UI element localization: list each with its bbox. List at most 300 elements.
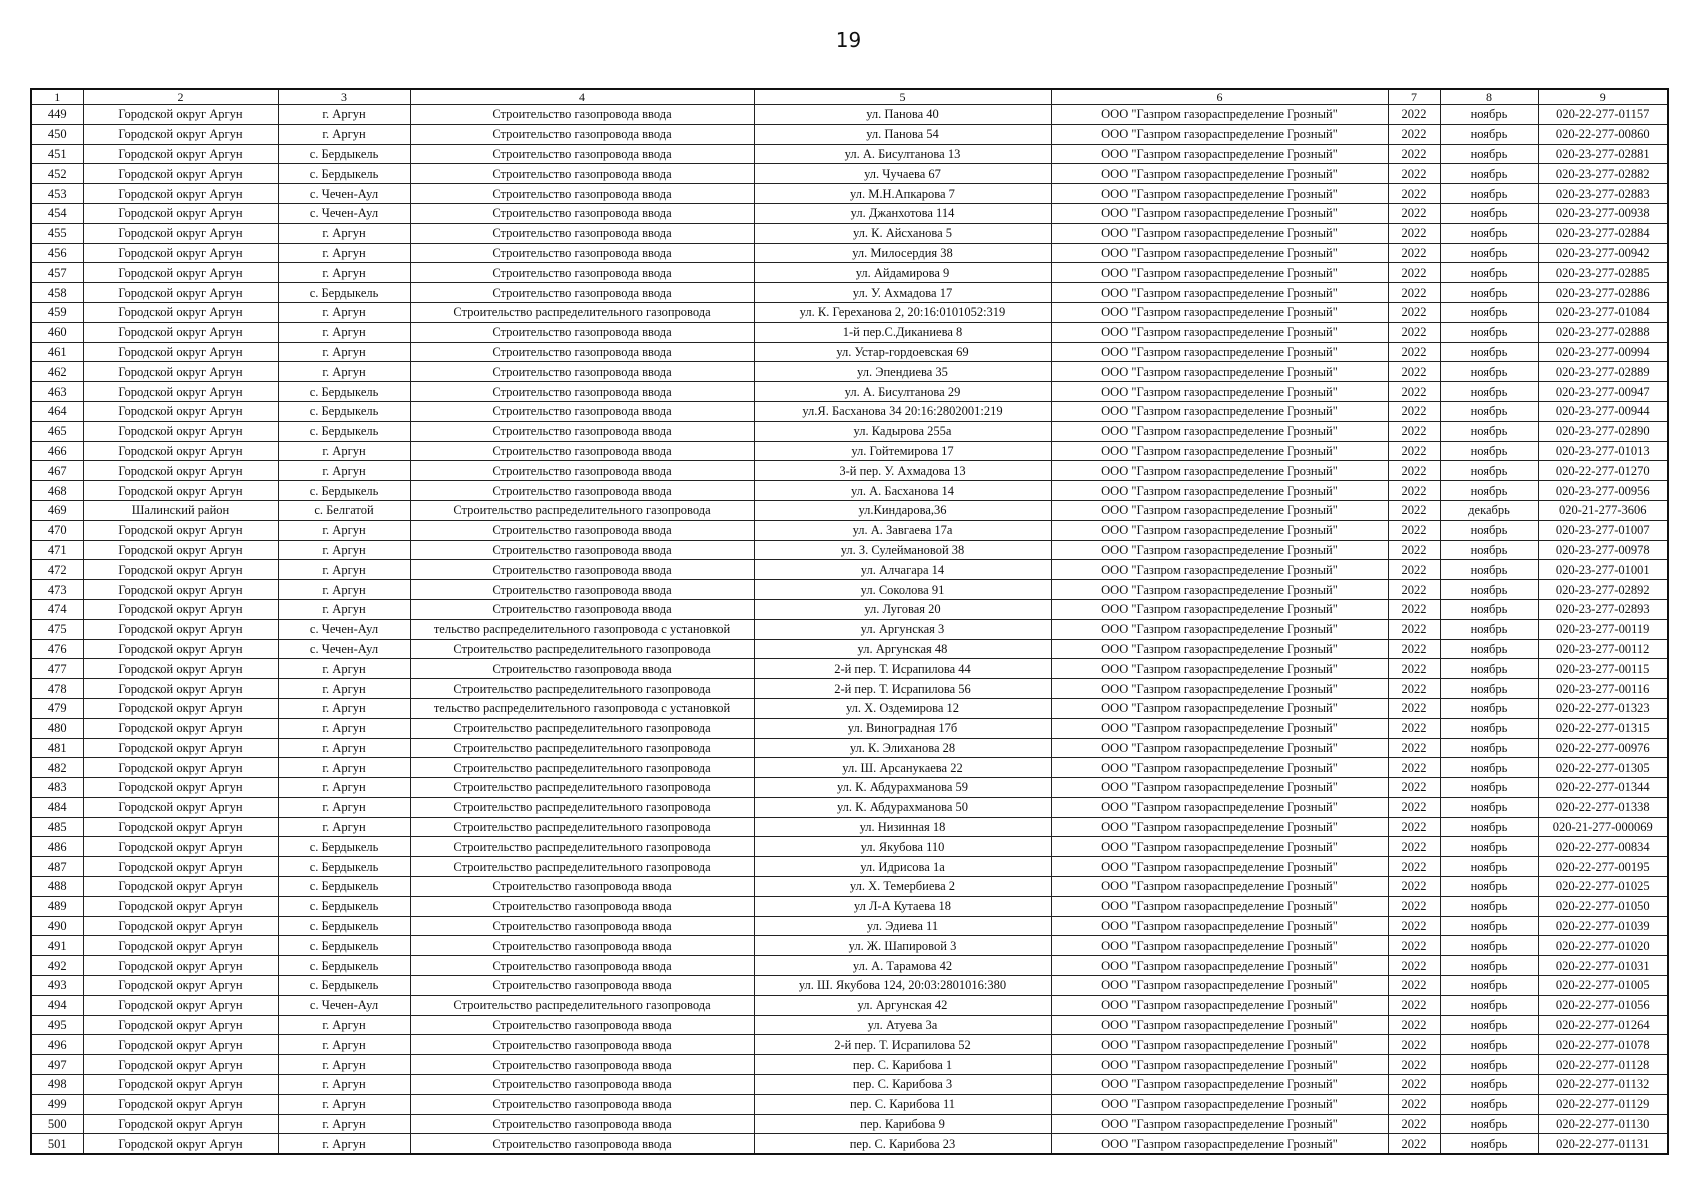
register-table xyxy=(30,88,1669,1155)
column-header: 5 xyxy=(754,89,1051,105)
settlement-cell: г. Аргун xyxy=(278,1114,410,1134)
table-body xyxy=(31,105,1668,1155)
registration-number-cell: 020-22-277-01078 xyxy=(1538,1035,1668,1055)
municipality-cell: Городской округ Аргун xyxy=(83,718,278,738)
organization-cell: ООО "Газпром газораспределение Грозный" xyxy=(1051,560,1388,580)
organization-cell: ООО "Газпром газораспределение Грозный" xyxy=(1051,837,1388,857)
address-cell: ул. К. Абдурахманова 59 xyxy=(754,778,1051,798)
table-row xyxy=(31,223,1668,243)
year-cell: 2022 xyxy=(1388,243,1440,263)
municipality-cell: Городской округ Аргун xyxy=(83,1094,278,1114)
year-cell: 2022 xyxy=(1388,778,1440,798)
work-type-cell: Строительство газопровода ввода xyxy=(410,1055,754,1075)
row-number-cell: 479 xyxy=(31,698,83,718)
settlement-cell: г. Аргун xyxy=(278,243,410,263)
row-number-cell: 455 xyxy=(31,223,83,243)
table-row xyxy=(31,679,1668,699)
work-type-cell: Строительство газопровода ввода xyxy=(410,441,754,461)
settlement-cell: с. Бердыкель xyxy=(278,936,410,956)
organization-cell: ООО "Газпром газораспределение Грозный" xyxy=(1051,243,1388,263)
table-row xyxy=(31,580,1668,600)
organization-cell: ООО "Газпром газораспределение Грозный" xyxy=(1051,619,1388,639)
work-type-cell: Строительство газопровода ввода xyxy=(410,1075,754,1095)
organization-cell: ООО "Газпром газораспределение Грозный" xyxy=(1051,500,1388,520)
organization-cell: ООО "Газпром газораспределение Грозный" xyxy=(1051,421,1388,441)
address-cell: ул. Виноградная 17б xyxy=(754,718,1051,738)
table-row xyxy=(31,421,1668,441)
row-number-cell: 467 xyxy=(31,461,83,481)
municipality-cell: Городской округ Аргун xyxy=(83,223,278,243)
work-type-cell: Строительство распределительного газопровода xyxy=(410,797,754,817)
organization-cell: ООО "Газпром газораспределение Грозный" xyxy=(1051,342,1388,362)
row-number-cell: 464 xyxy=(31,401,83,421)
address-cell: ул. Х. Темербиева 2 xyxy=(754,877,1051,897)
row-number-cell: 457 xyxy=(31,263,83,283)
month-cell: ноябрь xyxy=(1440,718,1538,738)
settlement-cell: г. Аргун xyxy=(278,302,410,322)
month-cell: ноябрь xyxy=(1440,421,1538,441)
row-number-cell: 469 xyxy=(31,500,83,520)
settlement-cell: г. Аргун xyxy=(278,758,410,778)
year-cell: 2022 xyxy=(1388,1035,1440,1055)
column-header: 2 xyxy=(83,89,278,105)
row-number-cell: 490 xyxy=(31,916,83,936)
settlement-cell: с. Бердыкель xyxy=(278,144,410,164)
municipality-cell: Городской округ Аргун xyxy=(83,599,278,619)
table-row xyxy=(31,203,1668,223)
address-cell: ул. Ш. Арсанукаева 22 xyxy=(754,758,1051,778)
year-cell: 2022 xyxy=(1388,441,1440,461)
registration-number-cell: 020-23-277-01084 xyxy=(1538,302,1668,322)
work-type-cell: Строительство газопровода ввода xyxy=(410,481,754,501)
month-cell: ноябрь xyxy=(1440,916,1538,936)
settlement-cell: г. Аргун xyxy=(278,263,410,283)
address-cell: ул. Идрисова 1а xyxy=(754,857,1051,877)
municipality-cell: Городской округ Аргун xyxy=(83,837,278,857)
organization-cell: ООО "Газпром газораспределение Грозный" xyxy=(1051,401,1388,421)
year-cell: 2022 xyxy=(1388,797,1440,817)
registration-number-cell: 020-22-277-01031 xyxy=(1538,956,1668,976)
work-type-cell: Строительство газопровода ввода xyxy=(410,105,754,125)
table-row xyxy=(31,362,1668,382)
address-cell: пер. Карибова 9 xyxy=(754,1114,1051,1134)
table-row xyxy=(31,1134,1668,1154)
table-row xyxy=(31,322,1668,342)
row-number-cell: 452 xyxy=(31,164,83,184)
year-cell: 2022 xyxy=(1388,580,1440,600)
municipality-cell: Городской округ Аргун xyxy=(83,322,278,342)
table-row xyxy=(31,619,1668,639)
table-row xyxy=(31,520,1668,540)
organization-cell: ООО "Газпром газораспределение Грозный" xyxy=(1051,778,1388,798)
row-number-cell: 486 xyxy=(31,837,83,857)
address-cell: ул. Х. Оздемирова 12 xyxy=(754,698,1051,718)
row-number-cell: 496 xyxy=(31,1035,83,1055)
row-number-cell: 489 xyxy=(31,896,83,916)
settlement-cell: г. Аргун xyxy=(278,441,410,461)
row-number-cell: 461 xyxy=(31,342,83,362)
year-cell: 2022 xyxy=(1388,817,1440,837)
registration-number-cell: 020-22-277-01025 xyxy=(1538,877,1668,897)
settlement-cell: с. Бердыкель xyxy=(278,382,410,402)
month-cell: ноябрь xyxy=(1440,679,1538,699)
table-row xyxy=(31,896,1668,916)
organization-cell: ООО "Газпром газораспределение Грозный" xyxy=(1051,976,1388,996)
row-number-cell: 480 xyxy=(31,718,83,738)
address-cell: ул. Аргунская 42 xyxy=(754,995,1051,1015)
month-cell: ноябрь xyxy=(1440,401,1538,421)
month-cell: ноябрь xyxy=(1440,698,1538,718)
month-cell: ноябрь xyxy=(1440,599,1538,619)
work-type-cell: Строительство распределительного газопровода xyxy=(410,995,754,1015)
month-cell: ноябрь xyxy=(1440,342,1538,362)
municipality-cell: Шалинский район xyxy=(83,500,278,520)
registration-number-cell: 020-21-277-000069 xyxy=(1538,817,1668,837)
table-row xyxy=(31,283,1668,303)
address-cell: ул. Аргунская 48 xyxy=(754,639,1051,659)
table-row xyxy=(31,184,1668,204)
registration-number-cell: 020-23-277-02883 xyxy=(1538,184,1668,204)
year-cell: 2022 xyxy=(1388,896,1440,916)
address-cell: ул. К. Абдурахманова 50 xyxy=(754,797,1051,817)
table-row xyxy=(31,1075,1668,1095)
registration-number-cell: 020-21-277-3606 xyxy=(1538,500,1668,520)
work-type-cell: Строительство газопровода ввода xyxy=(410,540,754,560)
month-cell: ноябрь xyxy=(1440,184,1538,204)
month-cell: ноябрь xyxy=(1440,441,1538,461)
registration-number-cell: 020-23-277-00116 xyxy=(1538,679,1668,699)
table-row xyxy=(31,342,1668,362)
municipality-cell: Городской округ Аргун xyxy=(83,481,278,501)
column-header: 7 xyxy=(1388,89,1440,105)
month-cell: ноябрь xyxy=(1440,382,1538,402)
row-number-cell: 475 xyxy=(31,619,83,639)
page-number: 19 xyxy=(835,28,862,52)
work-type-cell: Строительство газопровода ввода xyxy=(410,877,754,897)
month-cell: ноябрь xyxy=(1440,243,1538,263)
organization-cell: ООО "Газпром газораспределение Грозный" xyxy=(1051,738,1388,758)
year-cell: 2022 xyxy=(1388,639,1440,659)
municipality-cell: Городской округ Аргун xyxy=(83,956,278,976)
month-cell: ноябрь xyxy=(1440,619,1538,639)
organization-cell: ООО "Газпром газораспределение Грозный" xyxy=(1051,1035,1388,1055)
month-cell: ноябрь xyxy=(1440,738,1538,758)
registration-number-cell: 020-22-277-01020 xyxy=(1538,936,1668,956)
settlement-cell: с. Бердыкель xyxy=(278,976,410,996)
municipality-cell: Городской округ Аргун xyxy=(83,1015,278,1035)
row-number-cell: 495 xyxy=(31,1015,83,1035)
year-cell: 2022 xyxy=(1388,956,1440,976)
settlement-cell: с. Чечен-Аул xyxy=(278,619,410,639)
month-cell: ноябрь xyxy=(1440,283,1538,303)
registration-number-cell: 020-22-277-01305 xyxy=(1538,758,1668,778)
table-row xyxy=(31,857,1668,877)
table-row xyxy=(31,302,1668,322)
municipality-cell: Городской округ Аргун xyxy=(83,461,278,481)
year-cell: 2022 xyxy=(1388,362,1440,382)
row-number-cell: 463 xyxy=(31,382,83,402)
organization-cell: ООО "Газпром газораспределение Грозный" xyxy=(1051,698,1388,718)
address-cell: 3-й пер. У. Ахмадова 13 xyxy=(754,461,1051,481)
organization-cell: ООО "Газпром газораспределение Грозный" xyxy=(1051,817,1388,837)
row-number-cell: 449 xyxy=(31,105,83,125)
year-cell: 2022 xyxy=(1388,877,1440,897)
month-cell: ноябрь xyxy=(1440,1134,1538,1154)
table-row xyxy=(31,877,1668,897)
work-type-cell: Строительство газопровода ввода xyxy=(410,896,754,916)
column-header: 3 xyxy=(278,89,410,105)
row-number-cell: 488 xyxy=(31,877,83,897)
month-cell: ноябрь xyxy=(1440,778,1538,798)
municipality-cell: Городской округ Аргун xyxy=(83,144,278,164)
row-number-cell: 499 xyxy=(31,1094,83,1114)
municipality-cell: Городской округ Аргун xyxy=(83,738,278,758)
table-row xyxy=(31,1015,1668,1035)
settlement-cell: г. Аргун xyxy=(278,659,410,679)
work-type-cell: Строительство газопровода ввода xyxy=(410,263,754,283)
year-cell: 2022 xyxy=(1388,421,1440,441)
year-cell: 2022 xyxy=(1388,124,1440,144)
address-cell: ул. Атуева 3а xyxy=(754,1015,1051,1035)
year-cell: 2022 xyxy=(1388,758,1440,778)
municipality-cell: Городской округ Аргун xyxy=(83,698,278,718)
month-cell: ноябрь xyxy=(1440,1055,1538,1075)
registration-number-cell: 020-22-277-01131 xyxy=(1538,1134,1668,1154)
address-cell: ул. Ж. Шапировой 3 xyxy=(754,936,1051,956)
organization-cell: ООО "Газпром газораспределение Грозный" xyxy=(1051,936,1388,956)
table-row xyxy=(31,263,1668,283)
organization-cell: ООО "Газпром газораспределение Грозный" xyxy=(1051,857,1388,877)
settlement-cell: с. Бердыкель xyxy=(278,837,410,857)
organization-cell: ООО "Газпром газораспределение Грозный" xyxy=(1051,995,1388,1015)
organization-cell: ООО "Газпром газораспределение Грозный" xyxy=(1051,797,1388,817)
address-cell: ул. К. Элиханова 28 xyxy=(754,738,1051,758)
table-row xyxy=(31,976,1668,996)
settlement-cell: г. Аргун xyxy=(278,1134,410,1154)
municipality-cell: Городской округ Аргун xyxy=(83,1055,278,1075)
row-number-cell: 494 xyxy=(31,995,83,1015)
row-number-cell: 453 xyxy=(31,184,83,204)
row-number-cell: 498 xyxy=(31,1075,83,1095)
settlement-cell: г. Аргун xyxy=(278,679,410,699)
municipality-cell: Городской округ Аргун xyxy=(83,263,278,283)
work-type-cell: Строительство газопровода ввода xyxy=(410,203,754,223)
work-type-cell: Строительство газопровода ввода xyxy=(410,976,754,996)
table-row xyxy=(31,659,1668,679)
month-cell: ноябрь xyxy=(1440,817,1538,837)
municipality-cell: Городской округ Аргун xyxy=(83,243,278,263)
municipality-cell: Городской округ Аргун xyxy=(83,758,278,778)
work-type-cell: Строительство газопровода ввода xyxy=(410,461,754,481)
year-cell: 2022 xyxy=(1388,936,1440,956)
settlement-cell: г. Аргун xyxy=(278,580,410,600)
settlement-cell: г. Аргун xyxy=(278,322,410,342)
table-row xyxy=(31,124,1668,144)
year-cell: 2022 xyxy=(1388,619,1440,639)
address-cell: ул. Аргунская 3 xyxy=(754,619,1051,639)
table-row xyxy=(31,639,1668,659)
address-cell: ул. А. Тарамова 42 xyxy=(754,956,1051,976)
year-cell: 2022 xyxy=(1388,1075,1440,1095)
organization-cell: ООО "Газпром газораспределение Грозный" xyxy=(1051,896,1388,916)
work-type-cell: Строительство газопровода ввода xyxy=(410,124,754,144)
month-cell: ноябрь xyxy=(1440,144,1538,164)
row-number-cell: 454 xyxy=(31,203,83,223)
municipality-cell: Городской округ Аргун xyxy=(83,540,278,560)
registration-number-cell: 020-23-277-00994 xyxy=(1538,342,1668,362)
row-number-cell: 500 xyxy=(31,1114,83,1134)
organization-cell: ООО "Газпром газораспределение Грозный" xyxy=(1051,916,1388,936)
organization-cell: ООО "Газпром газораспределение Грозный" xyxy=(1051,1134,1388,1154)
table-row xyxy=(31,738,1668,758)
organization-cell: ООО "Газпром газораспределение Грозный" xyxy=(1051,322,1388,342)
column-header: 9 xyxy=(1538,89,1668,105)
settlement-cell: с. Бердыкель xyxy=(278,916,410,936)
year-cell: 2022 xyxy=(1388,659,1440,679)
table-row xyxy=(31,995,1668,1015)
municipality-cell: Городской округ Аргун xyxy=(83,164,278,184)
work-type-cell: Строительство распределительного газопровода xyxy=(410,718,754,738)
address-cell: ул. А. Бисултанова 29 xyxy=(754,382,1051,402)
registration-number-cell: 020-22-277-01323 xyxy=(1538,698,1668,718)
work-type-cell: Строительство газопровода ввода xyxy=(410,401,754,421)
work-type-cell: Строительство газопровода ввода xyxy=(410,599,754,619)
registration-number-cell: 020-22-277-01056 xyxy=(1538,995,1668,1015)
year-cell: 2022 xyxy=(1388,540,1440,560)
settlement-cell: с. Чечен-Аул xyxy=(278,639,410,659)
organization-cell: ООО "Газпром газораспределение Грозный" xyxy=(1051,599,1388,619)
registration-number-cell: 020-23-277-00115 xyxy=(1538,659,1668,679)
address-cell: ул. К. Гереханова 2, 20:16:0101052:319 xyxy=(754,302,1051,322)
settlement-cell: с. Бердыкель xyxy=(278,896,410,916)
settlement-cell: г. Аргун xyxy=(278,797,410,817)
row-number-cell: 492 xyxy=(31,956,83,976)
table-row xyxy=(31,758,1668,778)
address-cell: ул. Милосердия 38 xyxy=(754,243,1051,263)
month-cell: ноябрь xyxy=(1440,1075,1538,1095)
year-cell: 2022 xyxy=(1388,1114,1440,1134)
registration-number-cell: 020-22-277-01005 xyxy=(1538,976,1668,996)
work-type-cell: Строительство газопровода ввода xyxy=(410,1114,754,1134)
table-row xyxy=(31,461,1668,481)
work-type-cell: Строительство распределительного газопровода xyxy=(410,817,754,837)
settlement-cell: г. Аргун xyxy=(278,1035,410,1055)
row-number-cell: 459 xyxy=(31,302,83,322)
work-type-cell: Строительство распределительного газопровода xyxy=(410,857,754,877)
year-cell: 2022 xyxy=(1388,1015,1440,1035)
address-cell: ул. Якубова 110 xyxy=(754,837,1051,857)
municipality-cell: Городской округ Аргун xyxy=(83,797,278,817)
municipality-cell: Городской округ Аргун xyxy=(83,342,278,362)
settlement-cell: г. Аргун xyxy=(278,540,410,560)
organization-cell: ООО "Газпром газораспределение Грозный" xyxy=(1051,144,1388,164)
settlement-cell: с. Бердыкель xyxy=(278,164,410,184)
address-cell: ул. К. Айсханова 5 xyxy=(754,223,1051,243)
settlement-cell: г. Аргун xyxy=(278,1055,410,1075)
row-number-cell: 484 xyxy=(31,797,83,817)
column-header: 4 xyxy=(410,89,754,105)
table-row xyxy=(31,817,1668,837)
organization-cell: ООО "Газпром газораспределение Грозный" xyxy=(1051,362,1388,382)
month-cell: ноябрь xyxy=(1440,995,1538,1015)
work-type-cell: Строительство газопровода ввода xyxy=(410,283,754,303)
address-cell: 2-й пер. Т. Исрапилова 56 xyxy=(754,679,1051,699)
municipality-cell: Городской округ Аргун xyxy=(83,995,278,1015)
table-row xyxy=(31,718,1668,738)
month-cell: ноябрь xyxy=(1440,659,1538,679)
row-number-cell: 450 xyxy=(31,124,83,144)
organization-cell: ООО "Газпром газораспределение Грозный" xyxy=(1051,877,1388,897)
registration-number-cell: 020-22-277-00195 xyxy=(1538,857,1668,877)
registration-number-cell: 020-22-277-01132 xyxy=(1538,1075,1668,1095)
work-type-cell: Строительство газопровода ввода xyxy=(410,1015,754,1035)
settlement-cell: с. Чечен-Аул xyxy=(278,184,410,204)
month-cell: ноябрь xyxy=(1440,164,1538,184)
organization-cell: ООО "Газпром газораспределение Грозный" xyxy=(1051,540,1388,560)
municipality-cell: Городской округ Аргун xyxy=(83,877,278,897)
row-number-cell: 482 xyxy=(31,758,83,778)
row-number-cell: 497 xyxy=(31,1055,83,1075)
work-type-cell: Строительство распределительного газопровода xyxy=(410,500,754,520)
registration-number-cell: 020-22-277-00860 xyxy=(1538,124,1668,144)
municipality-cell: Городской округ Аргун xyxy=(83,283,278,303)
organization-cell: ООО "Газпром газораспределение Грозный" xyxy=(1051,1094,1388,1114)
municipality-cell: Городской округ Аргун xyxy=(83,203,278,223)
table-row xyxy=(31,1114,1668,1134)
settlement-cell: с. Бердыкель xyxy=(278,401,410,421)
table-row xyxy=(31,164,1668,184)
municipality-cell: Городской округ Аргун xyxy=(83,520,278,540)
address-cell: ул. Ш. Якубова 124, 20:03:2801016:380 xyxy=(754,976,1051,996)
settlement-cell: г. Аргун xyxy=(278,520,410,540)
municipality-cell: Городской округ Аргун xyxy=(83,857,278,877)
registration-number-cell: 020-22-277-01128 xyxy=(1538,1055,1668,1075)
municipality-cell: Городской округ Аргун xyxy=(83,401,278,421)
month-cell: ноябрь xyxy=(1440,560,1538,580)
work-type-cell: Строительство распределительного газопровода xyxy=(410,738,754,758)
registration-number-cell: 020-23-277-02890 xyxy=(1538,421,1668,441)
municipality-cell: Городской округ Аргун xyxy=(83,441,278,461)
organization-cell: ООО "Газпром газораспределение Грозный" xyxy=(1051,1055,1388,1075)
organization-cell: ООО "Газпром газораспределение Грозный" xyxy=(1051,679,1388,699)
registration-number-cell: 020-22-277-01039 xyxy=(1538,916,1668,936)
month-cell: ноябрь xyxy=(1440,976,1538,996)
municipality-cell: Городской округ Аргун xyxy=(83,560,278,580)
registration-number-cell: 020-23-277-00942 xyxy=(1538,243,1668,263)
table-row xyxy=(31,105,1668,125)
year-cell: 2022 xyxy=(1388,599,1440,619)
registration-number-cell: 020-23-277-02888 xyxy=(1538,322,1668,342)
row-number-cell: 474 xyxy=(31,599,83,619)
municipality-cell: Городской округ Аргун xyxy=(83,679,278,699)
settlement-cell: с. Чечен-Аул xyxy=(278,995,410,1015)
settlement-cell: г. Аргун xyxy=(278,718,410,738)
address-cell: ул.Я. Басханова 34 20:16:2802001:219 xyxy=(754,401,1051,421)
organization-cell: ООО "Газпром газораспределение Грозный" xyxy=(1051,1015,1388,1035)
municipality-cell: Городской округ Аргун xyxy=(83,659,278,679)
registration-number-cell: 020-23-277-00938 xyxy=(1538,203,1668,223)
municipality-cell: Городской округ Аргун xyxy=(83,421,278,441)
table-row xyxy=(31,560,1668,580)
month-cell: ноябрь xyxy=(1440,540,1538,560)
address-cell: ул. А. Бисултанова 13 xyxy=(754,144,1051,164)
work-type-cell: Строительство газопровода ввода xyxy=(410,164,754,184)
address-cell: ул. А. Завгаева 17а xyxy=(754,520,1051,540)
address-cell: пер. С. Карибова 3 xyxy=(754,1075,1051,1095)
address-cell: ул. Устар-гордоевская 69 xyxy=(754,342,1051,362)
row-number-cell: 493 xyxy=(31,976,83,996)
year-cell: 2022 xyxy=(1388,738,1440,758)
